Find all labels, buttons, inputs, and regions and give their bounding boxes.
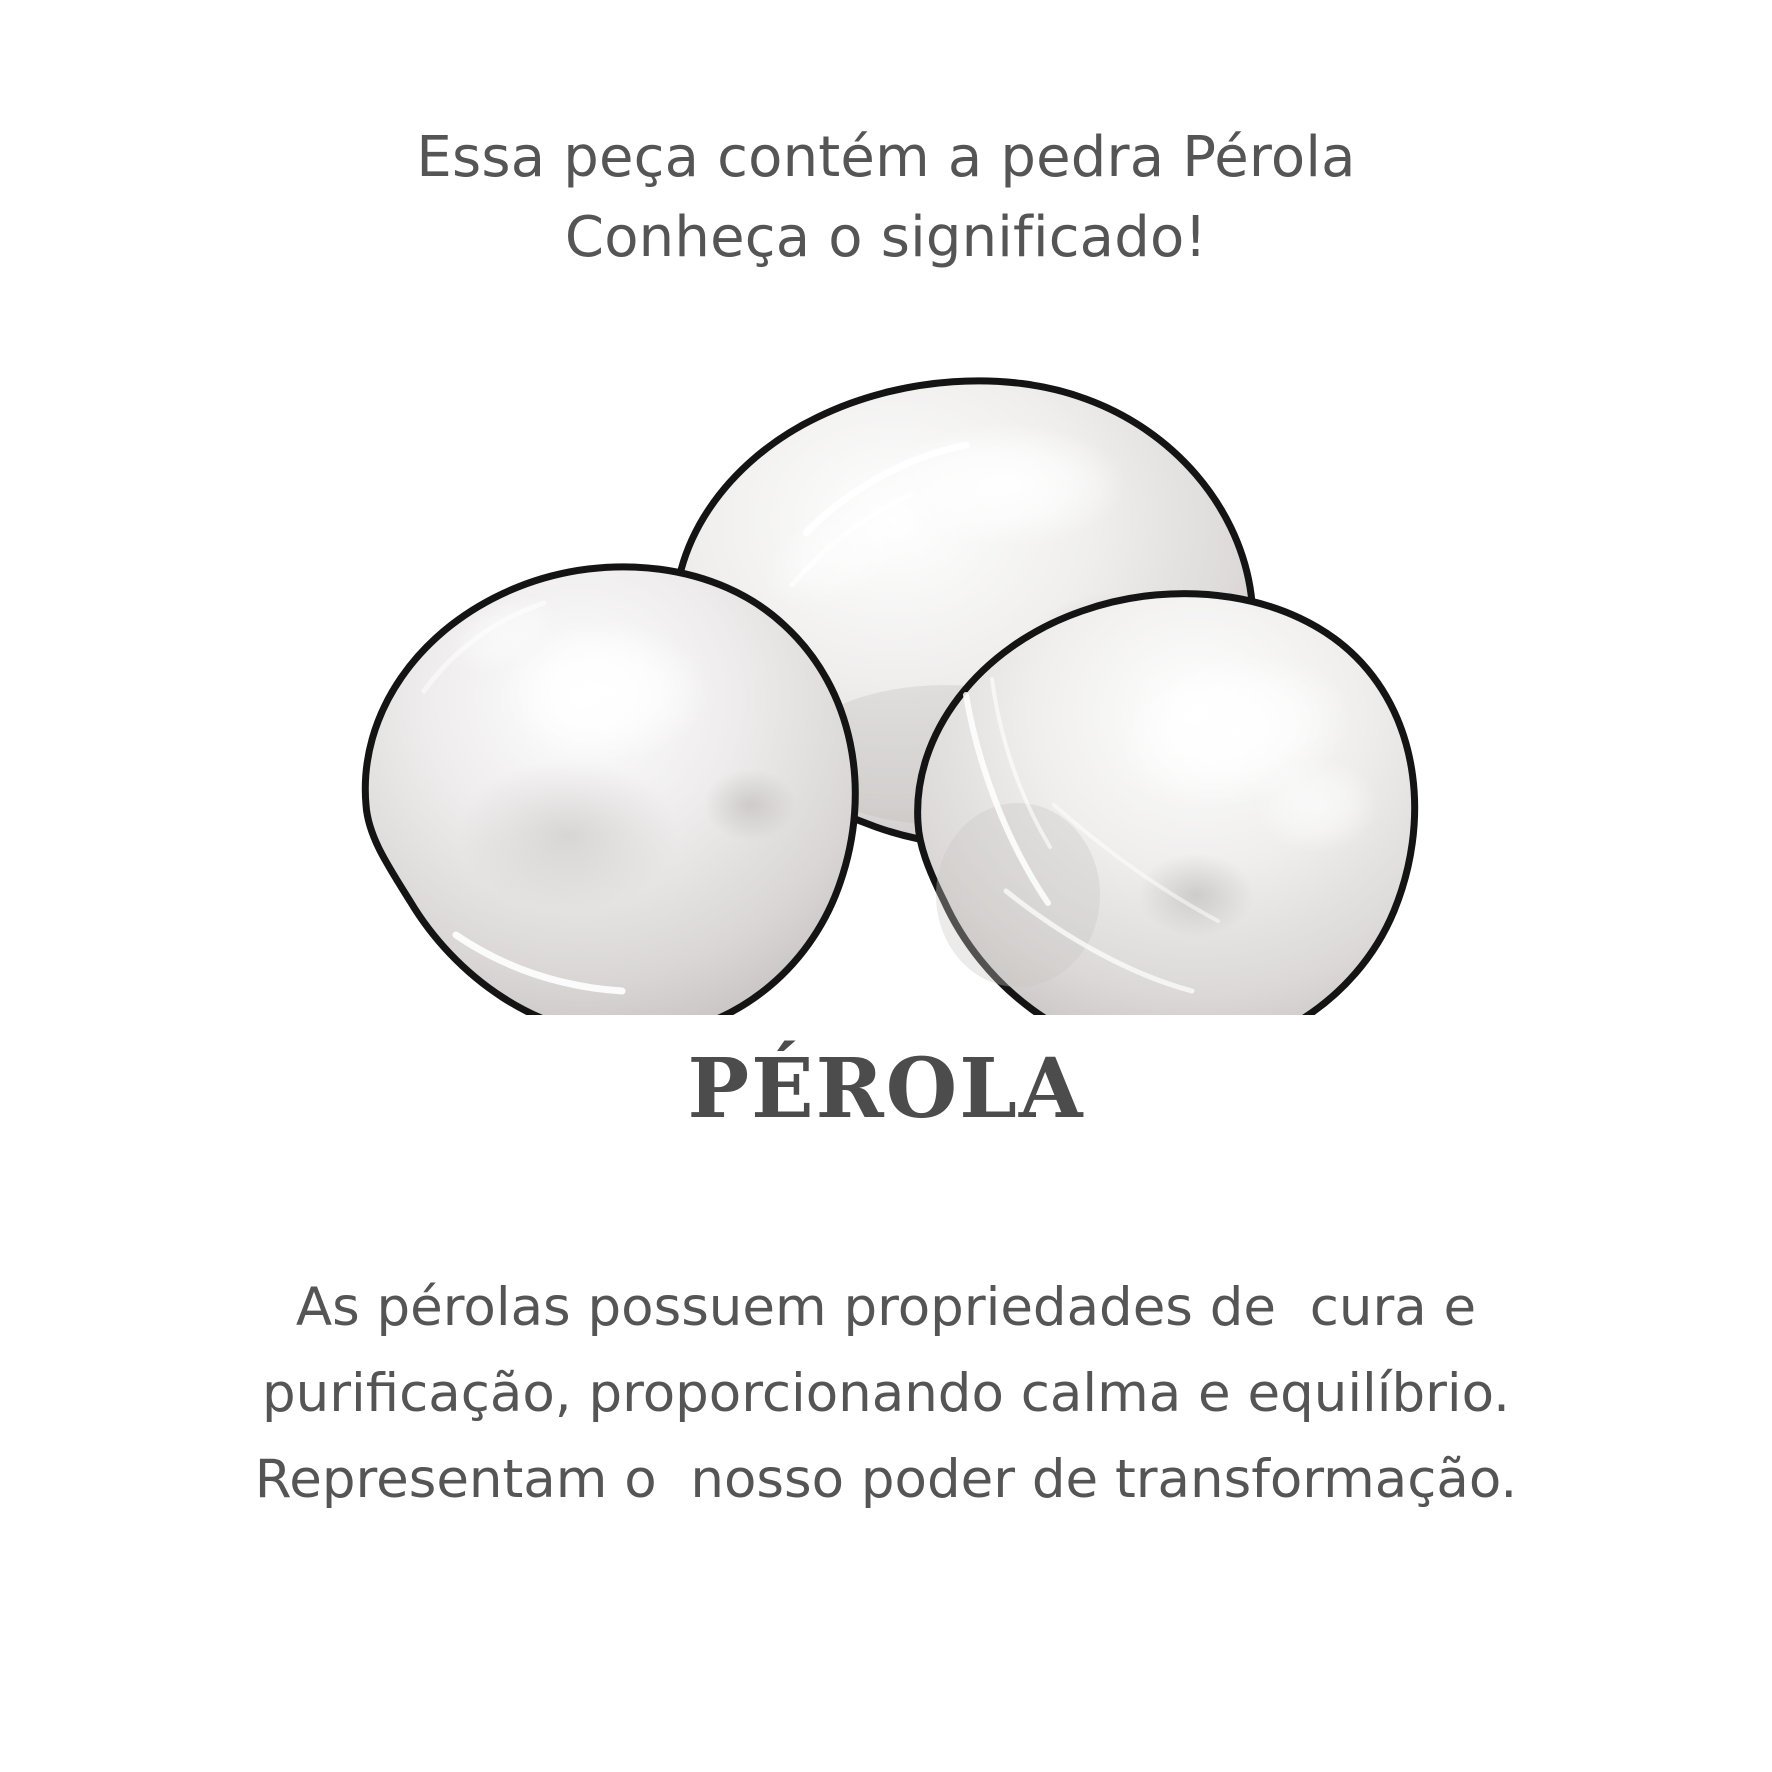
three-pearls-illustration [306, 335, 1466, 1015]
description-line-2: purificação, proporcionando calma e equilíbrio. [261, 1362, 1510, 1424]
description [146, 1265, 1626, 1523]
description-line-1: As pérolas possuem propriedades de cura e [295, 1277, 1477, 1339]
header-line-2: Conheça o significado! [564, 204, 1208, 270]
header [416, 118, 1355, 277]
pearl-left [365, 567, 855, 1015]
stone-name: PÉROLA [687, 1041, 1085, 1138]
header-line-1: Essa peça contém a pedra Pérola [416, 125, 1356, 190]
description-line-3: Representam o nosso poder de transformação. [254, 1448, 1518, 1510]
